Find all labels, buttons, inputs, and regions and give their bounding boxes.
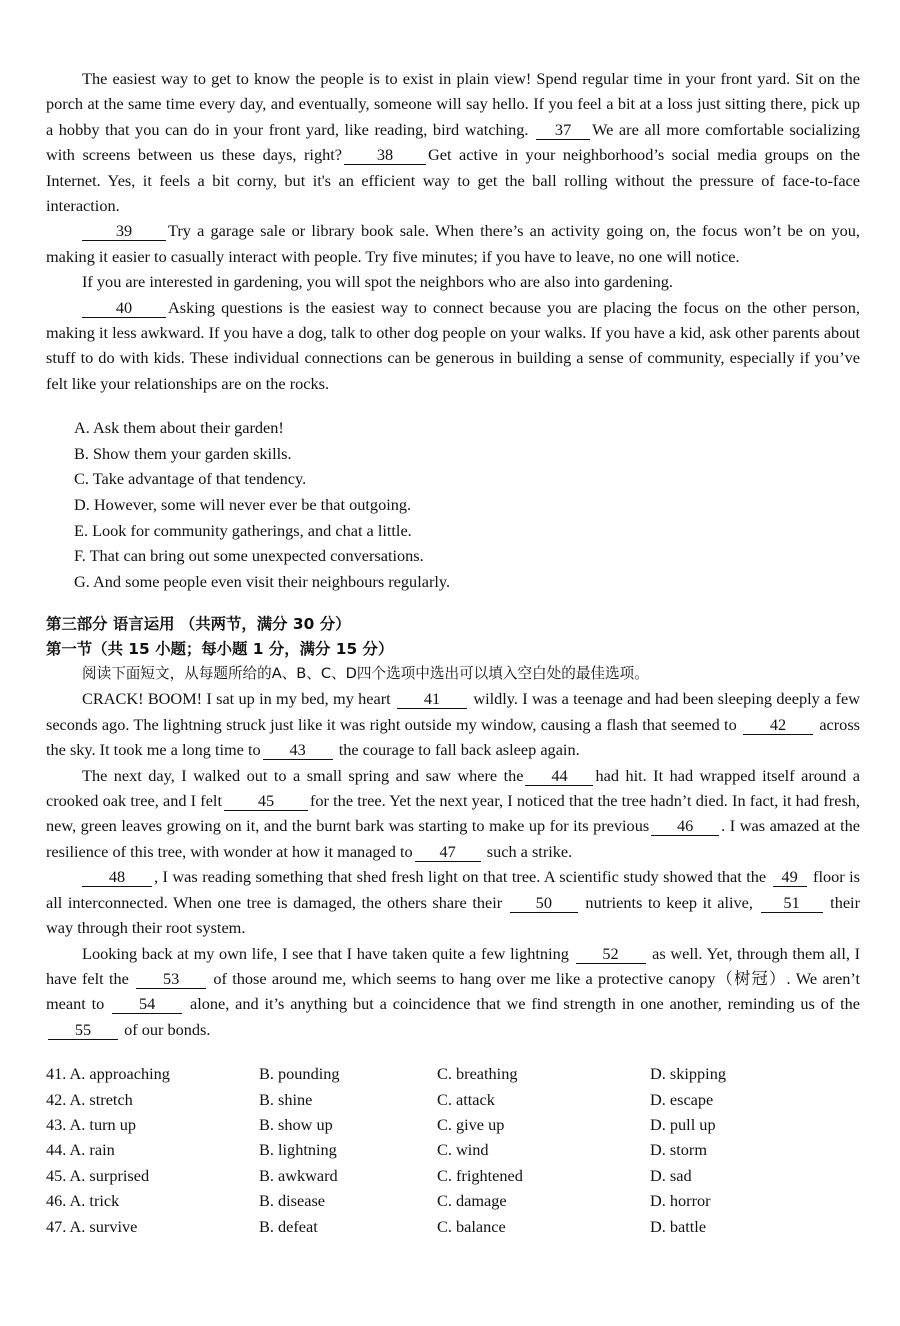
answer-blank-37: 37 bbox=[536, 121, 590, 140]
answer-options-list bbox=[46, 415, 860, 594]
choice-a: 42. A. stretch bbox=[46, 1089, 133, 1109]
choice-d: D. pull up bbox=[650, 1114, 716, 1134]
question-row-45 bbox=[46, 1163, 860, 1188]
choice-c: C. give up bbox=[437, 1114, 505, 1134]
passage-text: We are all more comfortable socializing with screens between us these days, right? bbox=[46, 119, 860, 165]
passage-text: floor is all interconnected. When one tree is damaged, the others share their bbox=[46, 867, 860, 912]
question-row-43 bbox=[46, 1112, 860, 1137]
option-e: E. Look for community gatherings, and chat a little. bbox=[74, 520, 412, 540]
option-b: B. Show them your garden skills. bbox=[74, 443, 292, 463]
passage-text: If you are interested in gardening, you will spot the neighbors who are also into gardening. bbox=[82, 272, 673, 292]
choice-a: 43. A. turn up bbox=[46, 1114, 136, 1134]
passage-two-paragraph-4 bbox=[46, 941, 860, 1043]
choice-d: D. escape bbox=[650, 1089, 714, 1109]
choice-b: B. awkward bbox=[259, 1165, 338, 1185]
answer-blank-38: 38 bbox=[344, 146, 426, 165]
choice-a: 47. A. survive bbox=[46, 1216, 138, 1236]
choice-b: B. disease bbox=[259, 1191, 326, 1211]
answer-blank-47: 47 bbox=[415, 843, 481, 862]
answer-blank-42: 42 bbox=[743, 716, 813, 735]
choice-c: C. balance bbox=[437, 1216, 506, 1236]
answer-blank-44: 44 bbox=[525, 767, 593, 786]
option-d: D. However, some will never ever be that outgoing. bbox=[74, 495, 412, 515]
multiple-choice-questions bbox=[46, 1061, 860, 1239]
choice-b: B. defeat bbox=[259, 1216, 318, 1236]
answer-blank-41: 41 bbox=[397, 690, 467, 709]
passage-text: had hit. It had wrapped itself around a crooked oak tree, and I felt bbox=[46, 765, 860, 811]
answer-blank-39: 39 bbox=[82, 222, 166, 241]
passage-text: The easiest way to get to know the people is to exist in plain view! Spend regular time in your front yard. Sit on the porch at the same time every day, and eventually, someone will say hello. If you feel a bit at a loss just sitting there, pick up a hobby that you can do in your front yard, like reading, bird watching. bbox=[46, 69, 860, 139]
exam-page bbox=[46, 66, 860, 1239]
passage-text: , I was reading something that shed fresh light on that tree. A scientific study showed that the bbox=[154, 867, 767, 887]
question-row-47 bbox=[46, 1214, 860, 1239]
passage-text: CRACK! BOOM! I sat up in my bed, my heart bbox=[82, 689, 391, 709]
passage-text: of those around me, which seems to hang over me like a protective canopy（树冠）. We aren’t meant to bbox=[46, 968, 860, 1014]
question-row-46 bbox=[46, 1188, 860, 1213]
answer-blank-53: 53 bbox=[136, 970, 206, 989]
choice-c: C. attack bbox=[437, 1089, 495, 1109]
choice-c: C. wind bbox=[437, 1140, 489, 1160]
choice-d: D. skipping bbox=[650, 1064, 726, 1084]
passage-text: across the sky. It took me a long time to bbox=[46, 714, 860, 760]
question-row-44 bbox=[46, 1137, 860, 1162]
option-a: A. Ask them about their garden! bbox=[74, 418, 284, 438]
passage-one-paragraph-3 bbox=[46, 269, 860, 294]
passage-text: Asking questions is the easiest way to connect because you are placing the focus on the other person, making it less awkward. If you have a dog, talk to other dog people on your walks. If you have a kid, ask other parents about stuff to do with kids. These individual connections can be generous in building a sense of community, especially if you’ve felt like your relationships are on the rocks. bbox=[46, 297, 860, 393]
answer-blank-51: 51 bbox=[761, 894, 823, 913]
passage-text: for the tree. Yet the next year, I noticed that the tree hadn’t died. In fact, it had fresh, new, green leaves growing on it, and the burnt bark was starting to make up for its previous bbox=[46, 791, 860, 836]
answer-blank-50: 50 bbox=[510, 894, 578, 913]
passage-text: the courage to fall back asleep again. bbox=[338, 740, 580, 760]
option-g: G. And some people even visit their neighbours regularly. bbox=[74, 571, 451, 591]
passage-one-paragraph-4 bbox=[46, 295, 860, 397]
passage-text: such a strike. bbox=[486, 841, 573, 861]
choice-b: B. pounding bbox=[259, 1064, 340, 1084]
choice-b: B. shine bbox=[259, 1089, 313, 1109]
passage-one-paragraph-2 bbox=[46, 218, 860, 269]
passage-text: The next day, I walked out to a small spring and saw where the bbox=[82, 765, 524, 785]
section-one-heading: 第一节（共 15 小题；每小题 1 分，满分 15 分） bbox=[46, 639, 394, 658]
passage-text: . I was amazed at the resilience of this tree, with wonder at how it managed to bbox=[46, 816, 860, 861]
choice-a: 46. A. trick bbox=[46, 1191, 120, 1211]
choice-d: D. storm bbox=[650, 1140, 707, 1160]
passage-text: nutrients to keep it alive, bbox=[585, 892, 753, 912]
question-row-41 bbox=[46, 1061, 860, 1086]
passage-two-paragraph-1 bbox=[46, 686, 860, 762]
answer-blank-52: 52 bbox=[576, 945, 646, 964]
passage-text: Get active in your neighborhood’s social media groups on the Internet. Yes, it feels a bit corny, but it's an efficient way to get the ball rolling without the pressure of face-to-face interaction. bbox=[46, 145, 861, 216]
choice-c: C. breathing bbox=[437, 1064, 518, 1084]
answer-blank-48: 48 bbox=[82, 868, 152, 887]
passage-text: wildly. I was a teenage and had been sleeping deeply a few seconds ago. The lightning struck just like it was right outside my window, causing a flash that seemed to bbox=[46, 689, 860, 734]
choice-d: D. horror bbox=[650, 1191, 711, 1211]
choice-c: C. frightened bbox=[437, 1165, 523, 1185]
option-c: C. Take advantage of that tendency. bbox=[74, 469, 307, 489]
instructions: 阅读下面短文，从每题所给的A、B、C、D四个选项中选出可以填入空白处的最佳选项。 bbox=[82, 665, 649, 683]
passage-text: as well. Yet, through them all, I have felt the bbox=[46, 943, 860, 988]
choice-d: D. battle bbox=[650, 1216, 707, 1236]
answer-blank-49: 49 bbox=[773, 868, 807, 887]
answer-blank-46: 46 bbox=[651, 817, 719, 836]
choice-a: 41. A. approaching bbox=[46, 1064, 170, 1084]
passage-two-paragraph-2 bbox=[46, 763, 860, 865]
choice-b: B. show up bbox=[259, 1114, 333, 1134]
passage-one-paragraph-1 bbox=[46, 66, 860, 218]
choice-d: D. sad bbox=[650, 1165, 692, 1185]
passage-text: their way through their root system. bbox=[46, 892, 861, 938]
passage-text: alone, and it’s anything but a coincidence that we find strength in one another, reminding us of the bbox=[189, 994, 860, 1014]
answer-blank-55: 55 bbox=[48, 1021, 118, 1040]
question-row-42 bbox=[46, 1087, 860, 1112]
passage-two-paragraph-3 bbox=[46, 864, 860, 940]
passage-text: of our bonds. bbox=[124, 1019, 211, 1039]
passage-text: Try a garage sale or library book sale. When there’s an activity going on, the focus won’t be on you, making it easier to casually interact with people. Try five minutes; if you have to leave, no one will notice. bbox=[46, 221, 860, 266]
answer-blank-45: 45 bbox=[224, 792, 308, 811]
choice-c: C. damage bbox=[437, 1191, 507, 1211]
choice-a: 45. A. surprised bbox=[46, 1165, 150, 1185]
choice-a: 44. A. rain bbox=[46, 1140, 115, 1160]
passage-text: Looking back at my own life, I see that I have taken quite a few lightning bbox=[82, 943, 569, 963]
answer-blank-40: 40 bbox=[82, 299, 166, 318]
option-f: F. That can bring out some unexpected conversations. bbox=[74, 546, 424, 566]
part-three-heading: 第三部分 语言运用 （共两节，满分 30 分） bbox=[46, 615, 351, 634]
choice-b: B. lightning bbox=[259, 1140, 337, 1160]
answer-blank-43: 43 bbox=[263, 741, 333, 760]
answer-blank-54: 54 bbox=[112, 995, 182, 1014]
